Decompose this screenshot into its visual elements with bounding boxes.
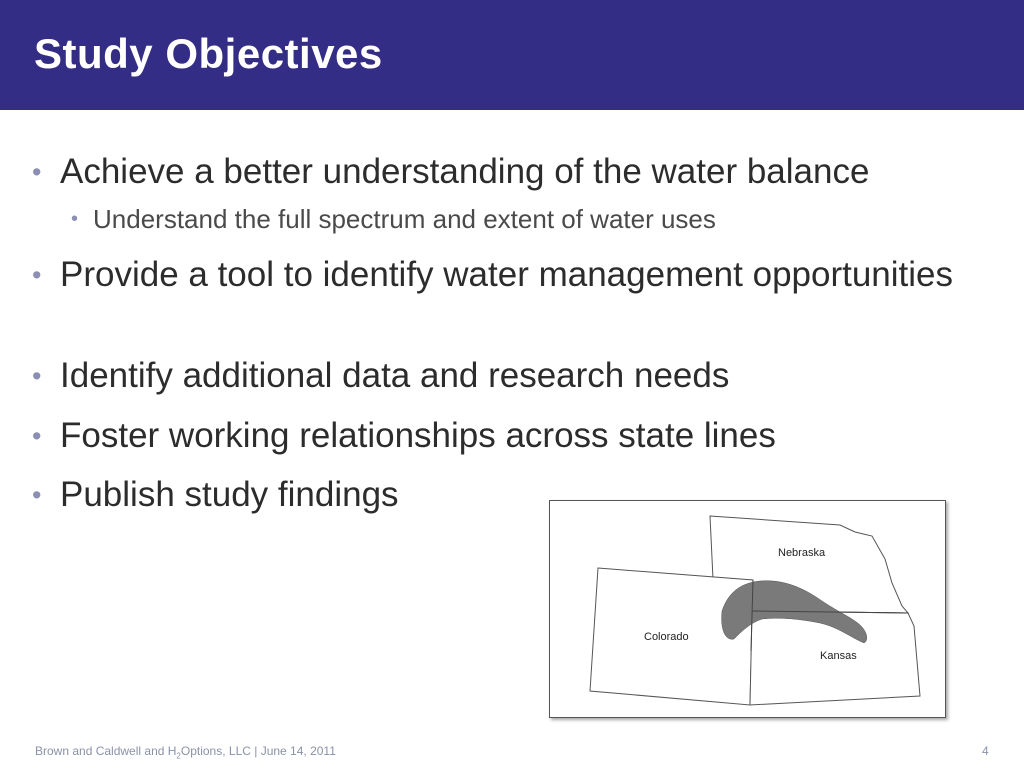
footer-subscript: 2 — [176, 751, 181, 761]
state-map-image — [550, 501, 945, 717]
bullet-relationships: • Foster working relationships across state lines — [60, 416, 960, 456]
sub-bullet-water-uses: • Understand the full spectrum and extent of water uses — [93, 203, 953, 235]
bullet-understanding: • Achieve a better understanding of the water balance — [60, 152, 960, 192]
colorado-label: Colorado — [644, 631, 689, 643]
bullet-publish: • Publish study findings — [60, 475, 960, 515]
footer-text — [35, 744, 336, 760]
slide-title: Study Objectives — [34, 30, 383, 77]
footer-suffix: Options, LLC | June 14, 2011 — [180, 744, 336, 758]
footer-prefix: Brown and Caldwell and H — [35, 744, 177, 758]
page-number: 4 — [982, 744, 989, 758]
nebraska-label: Nebraska — [778, 547, 826, 559]
title-bar — [0, 0, 1024, 110]
basin-map — [549, 500, 946, 718]
kansas-label: Kansas — [820, 650, 857, 662]
bullet-data-research: • Identify additional data and research needs — [60, 356, 960, 396]
bullet-management-tool: • Provide a tool to identify water management opportunities — [60, 255, 960, 295]
